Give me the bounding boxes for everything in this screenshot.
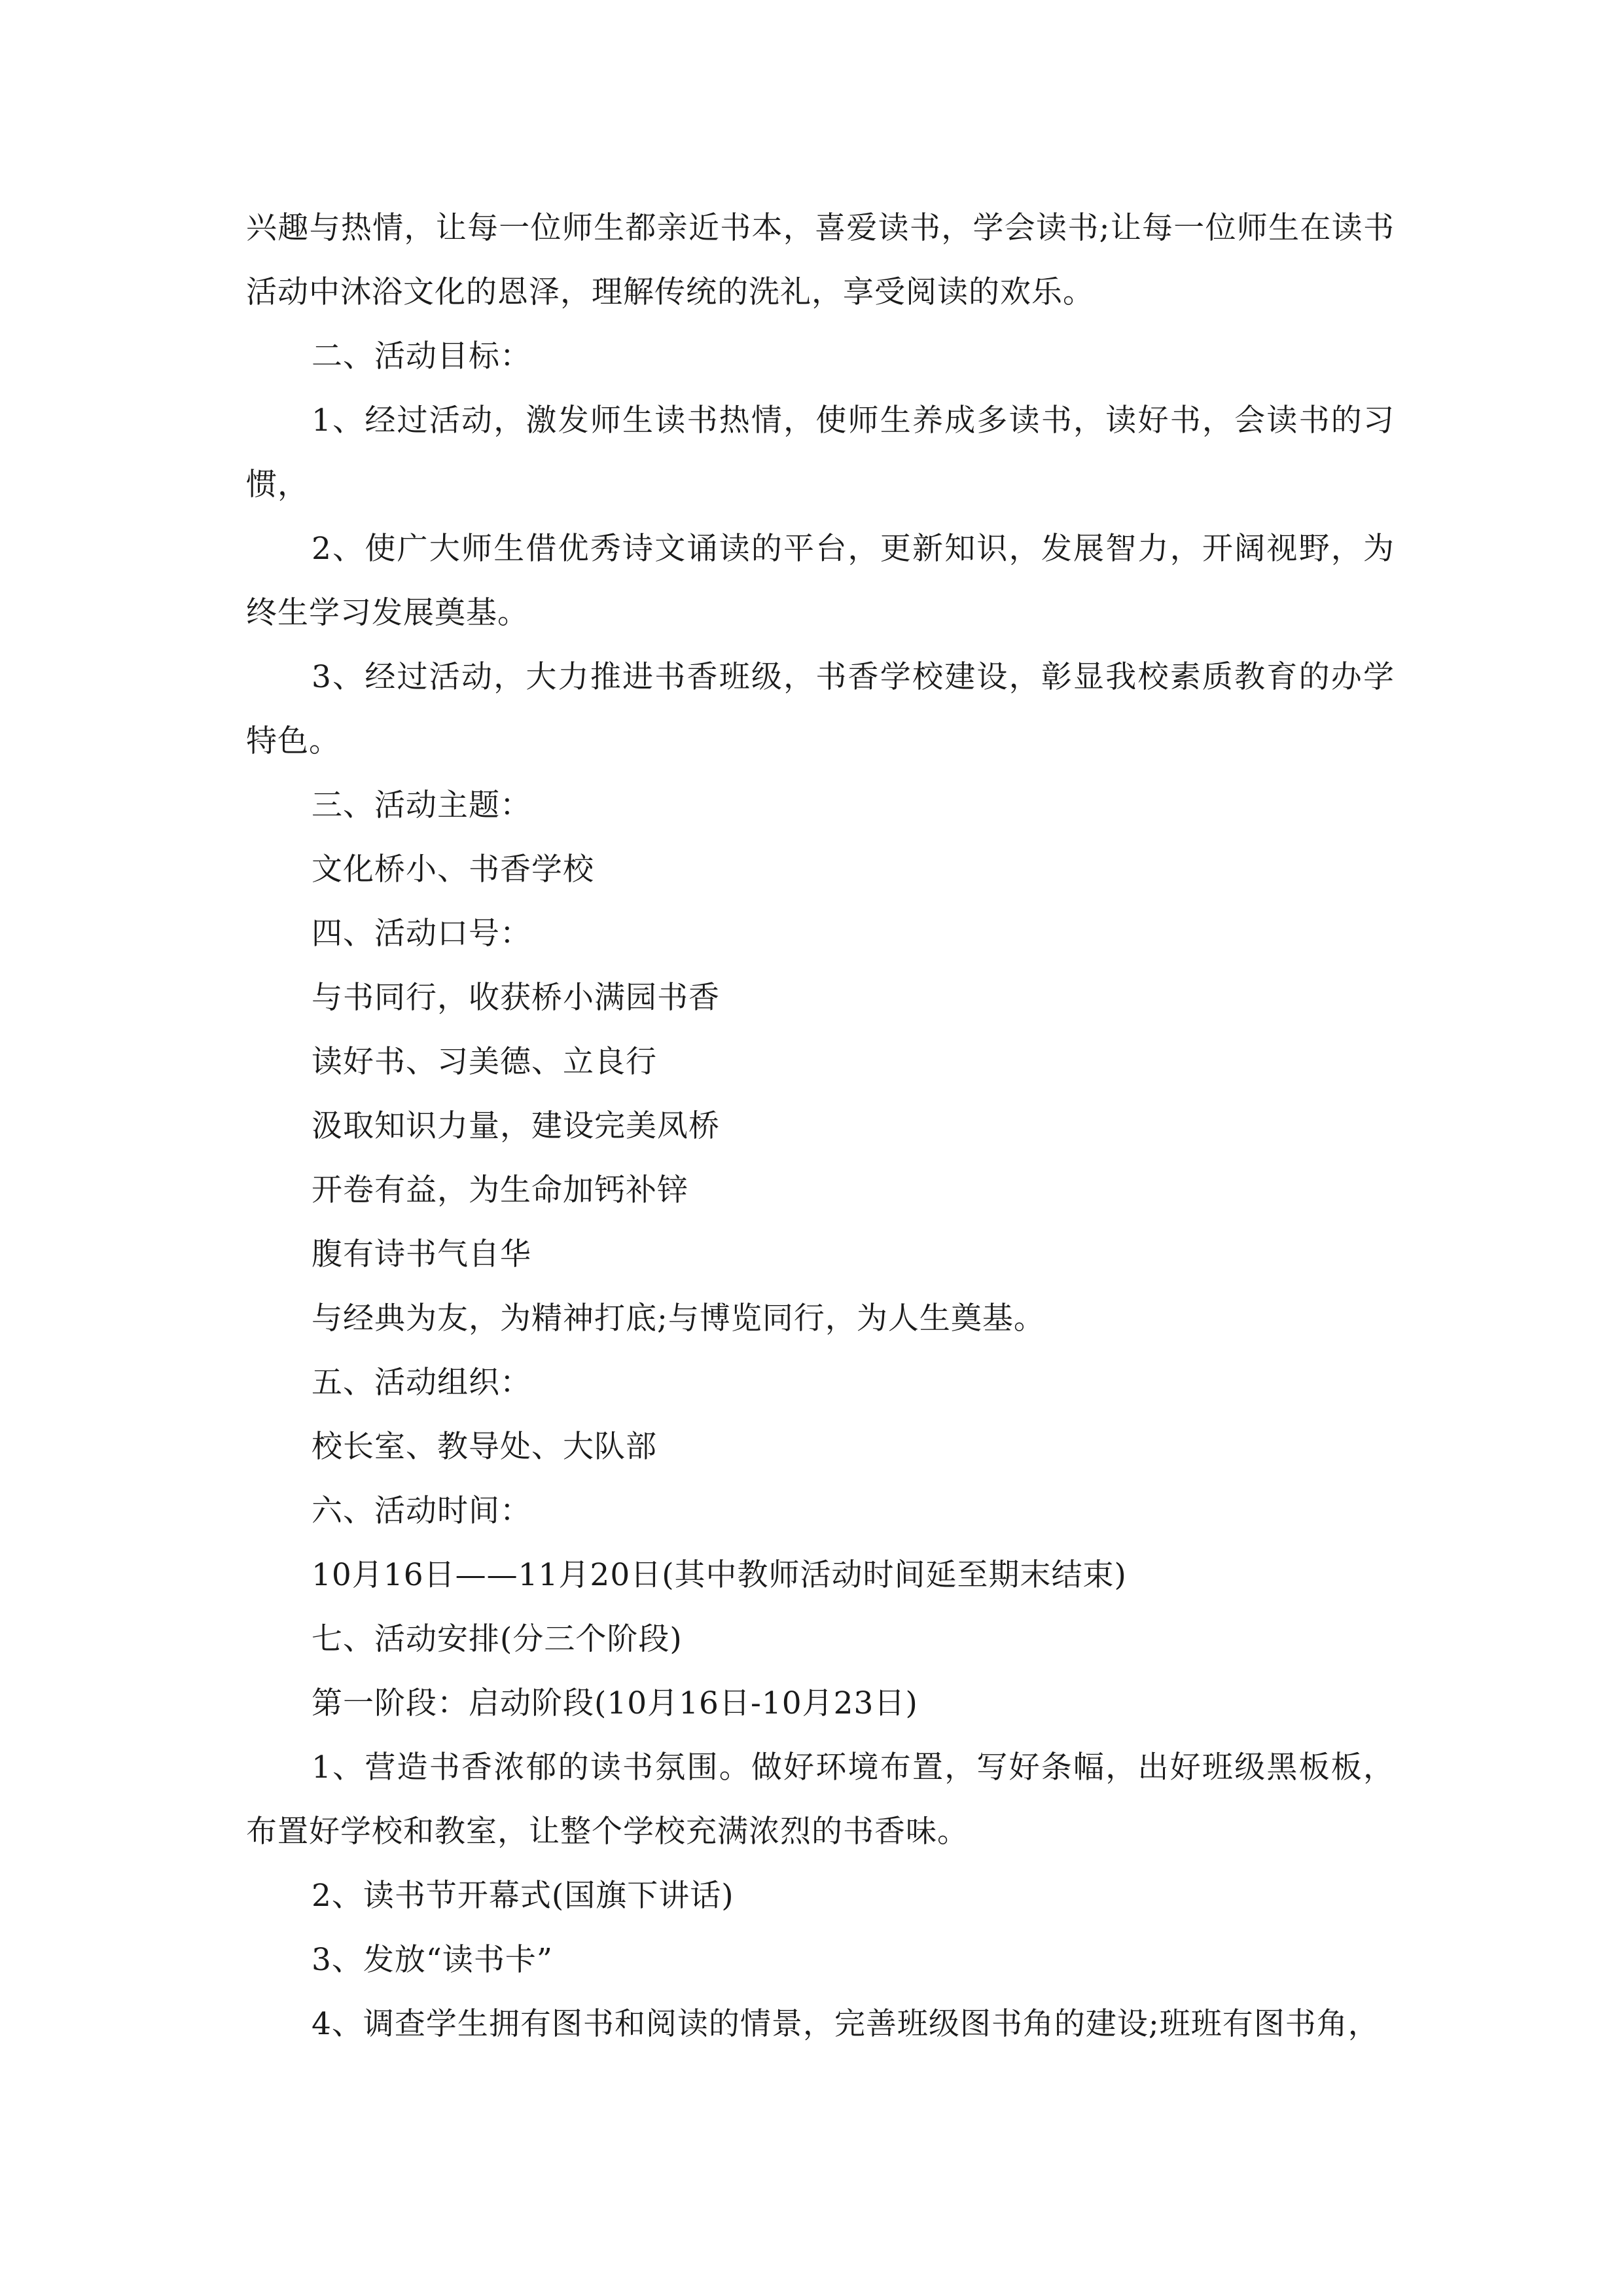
paragraph: 开卷有益，为生命加钙补锌 <box>312 1172 688 1208</box>
paragraph: 10月16日——11月20日(其中教师活动时间延至期末结束) <box>312 1557 1127 1593</box>
paragraph: 四、活动口号： <box>312 916 531 952</box>
paragraph: 1、营造书香浓郁的读书氛围。做好环境布置，写好条幅，出好班级黑板板，布置好学校和教室，让整个学校充满浓烈的书香味。 <box>246 1749 1395 1850</box>
paragraph: 3、发放“读书卡” <box>312 1942 553 1978</box>
paragraph: 2、读书节开幕式(国旗下讲话) <box>312 1878 734 1914</box>
paragraph: 4、调查学生拥有图书和阅读的情景，完善班级图书角的建设;班班有图书角， <box>312 2006 1380 2042</box>
paragraph: 七、活动安排(分三个阶段) <box>312 1621 683 1657</box>
paragraph: 三、活动主题： <box>312 787 531 823</box>
document-body <box>246 196 1395 2056</box>
paragraph: 1、经过活动，激发师生读书热情，使师生养成多读书，读好书，会读书的习惯， <box>246 403 1395 503</box>
paragraph: 读好书、习美德、立良行 <box>312 1044 657 1080</box>
paragraph: 校长室、教导处、大队部 <box>312 1429 657 1465</box>
paragraph: 第一阶段：启动阶段(10月16日-10月23日) <box>312 1685 918 1721</box>
paragraph: 与经典为友，为精神打底;与博览同行，为人生奠基。 <box>312 1300 1045 1336</box>
paragraph: 3、经过活动，大力推进书香班级，书香学校建设，彰显我校素质教育的办学特色。 <box>246 659 1395 759</box>
paragraph: 腹有诗书气自华 <box>312 1236 531 1272</box>
paragraph: 兴趣与热情，让每一位师生都亲近书本，喜爱读书，学会读书;让每一位师生在读书活动中沐浴文化的恩泽，理解传统的洗礼，享受阅读的欢乐。 <box>246 210 1395 310</box>
paragraph: 二、活动目标： <box>312 338 531 374</box>
paragraph: 2、使广大师生借优秀诗文诵读的平台，更新知识，发展智力，开阔视野，为终生学习发展奠基。 <box>246 531 1395 631</box>
paragraph: 六、活动时间： <box>312 1493 531 1529</box>
paragraph: 汲取知识力量，建设完美凤桥 <box>312 1108 720 1144</box>
paragraph: 与书同行，收获桥小满园书香 <box>312 980 720 1016</box>
paragraph: 五、活动组织： <box>312 1365 531 1401</box>
paragraph: 文化桥小、书香学校 <box>312 852 594 888</box>
